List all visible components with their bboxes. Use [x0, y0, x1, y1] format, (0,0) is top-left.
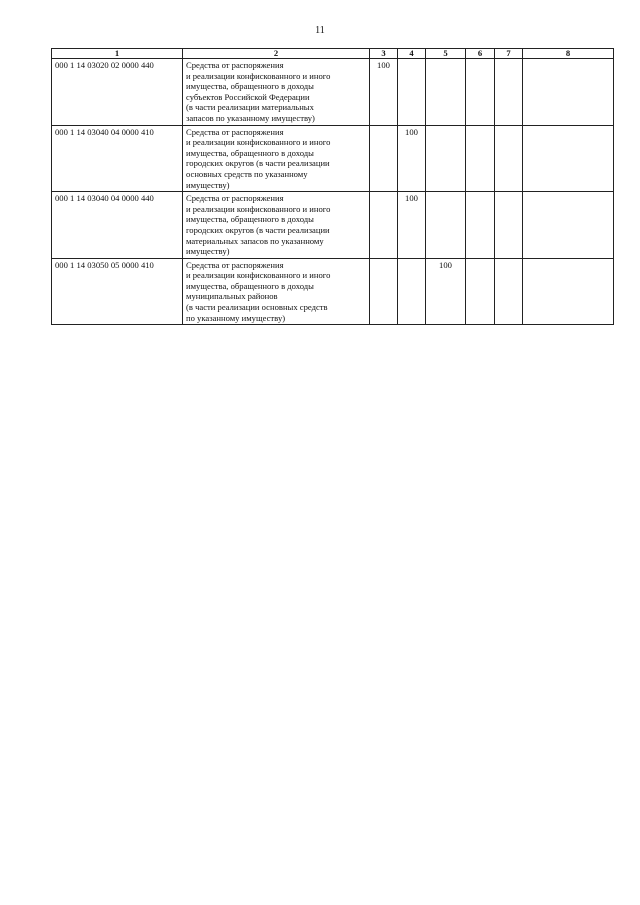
income-name-cell: Средства от распоряжения и реализации конфискованного и иного имущества, обращенного в доходы субъектов Российской Федерации (в части реализации материальных запасов по указанному имуществу): [183, 59, 370, 126]
column-3-cell: [370, 192, 398, 259]
column-8-cell: [523, 258, 614, 325]
table-row: [52, 125, 614, 192]
column-5-cell: [426, 125, 466, 192]
column-8-cell: [523, 125, 614, 192]
column-header-1: 1: [52, 49, 183, 59]
column-5-cell: [426, 59, 466, 126]
income-name-cell: Средства от распоряжения и реализации конфискованного и иного имущества, обращенного в доходы муниципальных районов (в части реализации основных средств по указанному имуществу): [183, 258, 370, 325]
column-header-2: 2: [183, 49, 370, 59]
column-7-cell: [495, 59, 523, 126]
column-4-cell: 100: [398, 192, 426, 259]
budget-code-table: [51, 48, 614, 325]
budget-code-cell: 000 1 14 03020 02 0000 440: [52, 59, 183, 126]
table-header-row: [52, 49, 614, 59]
income-name-cell: Средства от распоряжения и реализации конфискованного и иного имущества, обращенного в доходы городских округов (в части реализации основных средств по указанному имуществу): [183, 125, 370, 192]
column-header-4: 4: [398, 49, 426, 59]
column-6-cell: [466, 59, 495, 126]
budget-code-cell: 000 1 14 03050 05 0000 410: [52, 258, 183, 325]
column-header-3: 3: [370, 49, 398, 59]
column-4-cell: 100: [398, 125, 426, 192]
column-7-cell: [495, 192, 523, 259]
column-8-cell: [523, 59, 614, 126]
budget-code-cell: 000 1 14 03040 04 0000 440: [52, 192, 183, 259]
column-6-cell: [466, 192, 495, 259]
income-name-cell: Средства от распоряжения и реализации конфискованного и иного имущества, обращенного в доходы городских округов (в части реализации материальных запасов по указанному имуществу): [183, 192, 370, 259]
column-5-cell: 100: [426, 258, 466, 325]
column-8-cell: [523, 192, 614, 259]
column-7-cell: [495, 258, 523, 325]
table-row: [52, 59, 614, 126]
column-3-cell: 100: [370, 59, 398, 126]
table-row: [52, 258, 614, 325]
column-header-5: 5: [426, 49, 466, 59]
column-6-cell: [466, 258, 495, 325]
column-5-cell: [426, 192, 466, 259]
column-6-cell: [466, 125, 495, 192]
column-header-6: 6: [466, 49, 495, 59]
column-header-7: 7: [495, 49, 523, 59]
column-4-cell: [398, 59, 426, 126]
page-number: 11: [315, 25, 325, 36]
column-4-cell: [398, 258, 426, 325]
column-7-cell: [495, 125, 523, 192]
table-row: [52, 192, 614, 259]
column-3-cell: [370, 258, 398, 325]
budget-code-cell: 000 1 14 03040 04 0000 410: [52, 125, 183, 192]
column-header-8: 8: [523, 49, 614, 59]
column-3-cell: [370, 125, 398, 192]
